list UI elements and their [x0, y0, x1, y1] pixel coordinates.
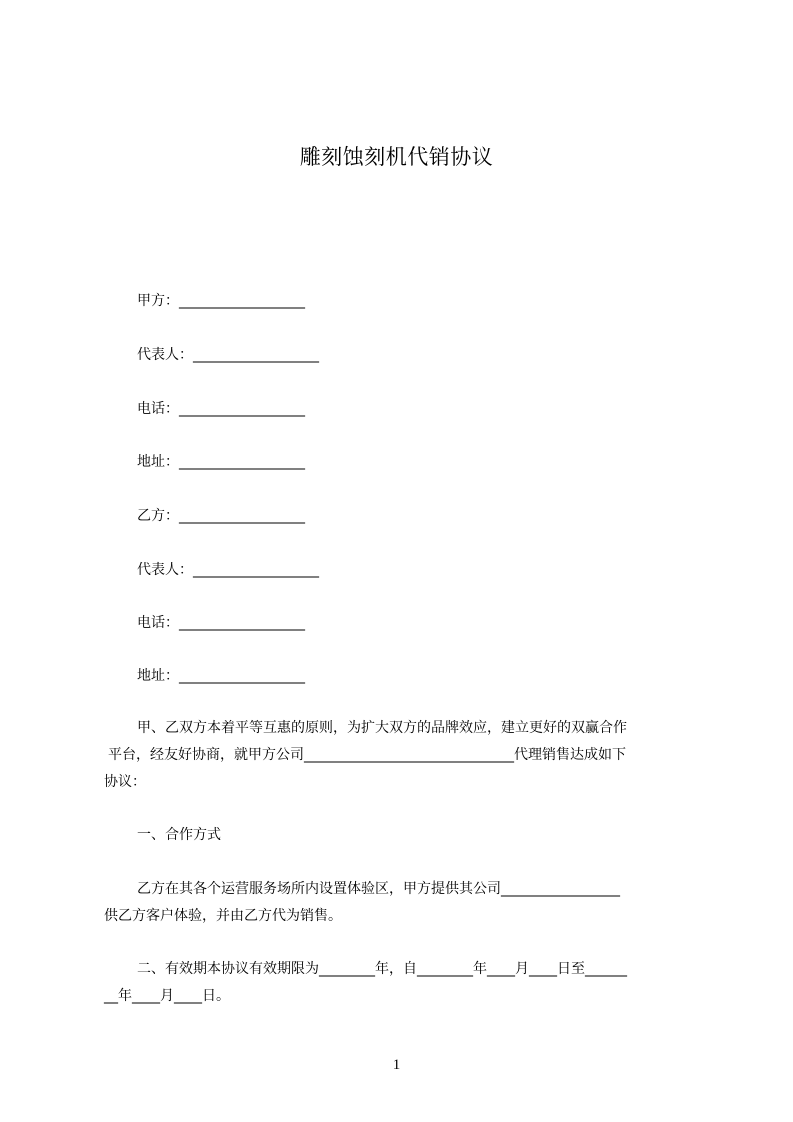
party-a-address-field: 地址：__________________	[137, 454, 305, 470]
section-1-line-2: 供乙方客户体验，并由乙方代为销售。	[104, 908, 342, 924]
party-b-representative-field: 代表人：__________________	[137, 562, 319, 578]
section-1-line-1: 乙方在其各个运营服务场所内设置体验区，甲方提供其公司_________________	[137, 881, 620, 897]
party-b-address-field: 地址：__________________	[137, 668, 305, 684]
section-1-heading: 一、合作方式	[137, 827, 221, 843]
party-a-representative-field: 代表人：__________________	[137, 347, 319, 363]
document-title: 雕刻蚀刻机代销协议	[299, 145, 494, 169]
section-2-line-2: __年____月____日。	[104, 988, 230, 1004]
intro-paragraph-line-1: 甲、乙双方本着平等互惠的原则，为扩大双方的品牌效应，建立更好的双赢合作	[137, 720, 627, 736]
party-b-field: 乙方：__________________	[137, 508, 305, 524]
intro-paragraph-line-2: 平台，经友好协商，就甲方公司______________________________代理销售达成如下	[108, 747, 626, 763]
page-number: 1	[392, 1057, 401, 1073]
section-2-line-1: 二、有效期本协议有效期限为________年，自________年____月____日至______	[137, 961, 627, 977]
party-a-field: 甲方：__________________	[137, 293, 305, 309]
party-a-phone-field: 电话：__________________	[137, 401, 305, 417]
party-b-phone-field: 电话：__________________	[137, 615, 305, 631]
intro-paragraph-line-3: 协议：	[104, 774, 146, 790]
